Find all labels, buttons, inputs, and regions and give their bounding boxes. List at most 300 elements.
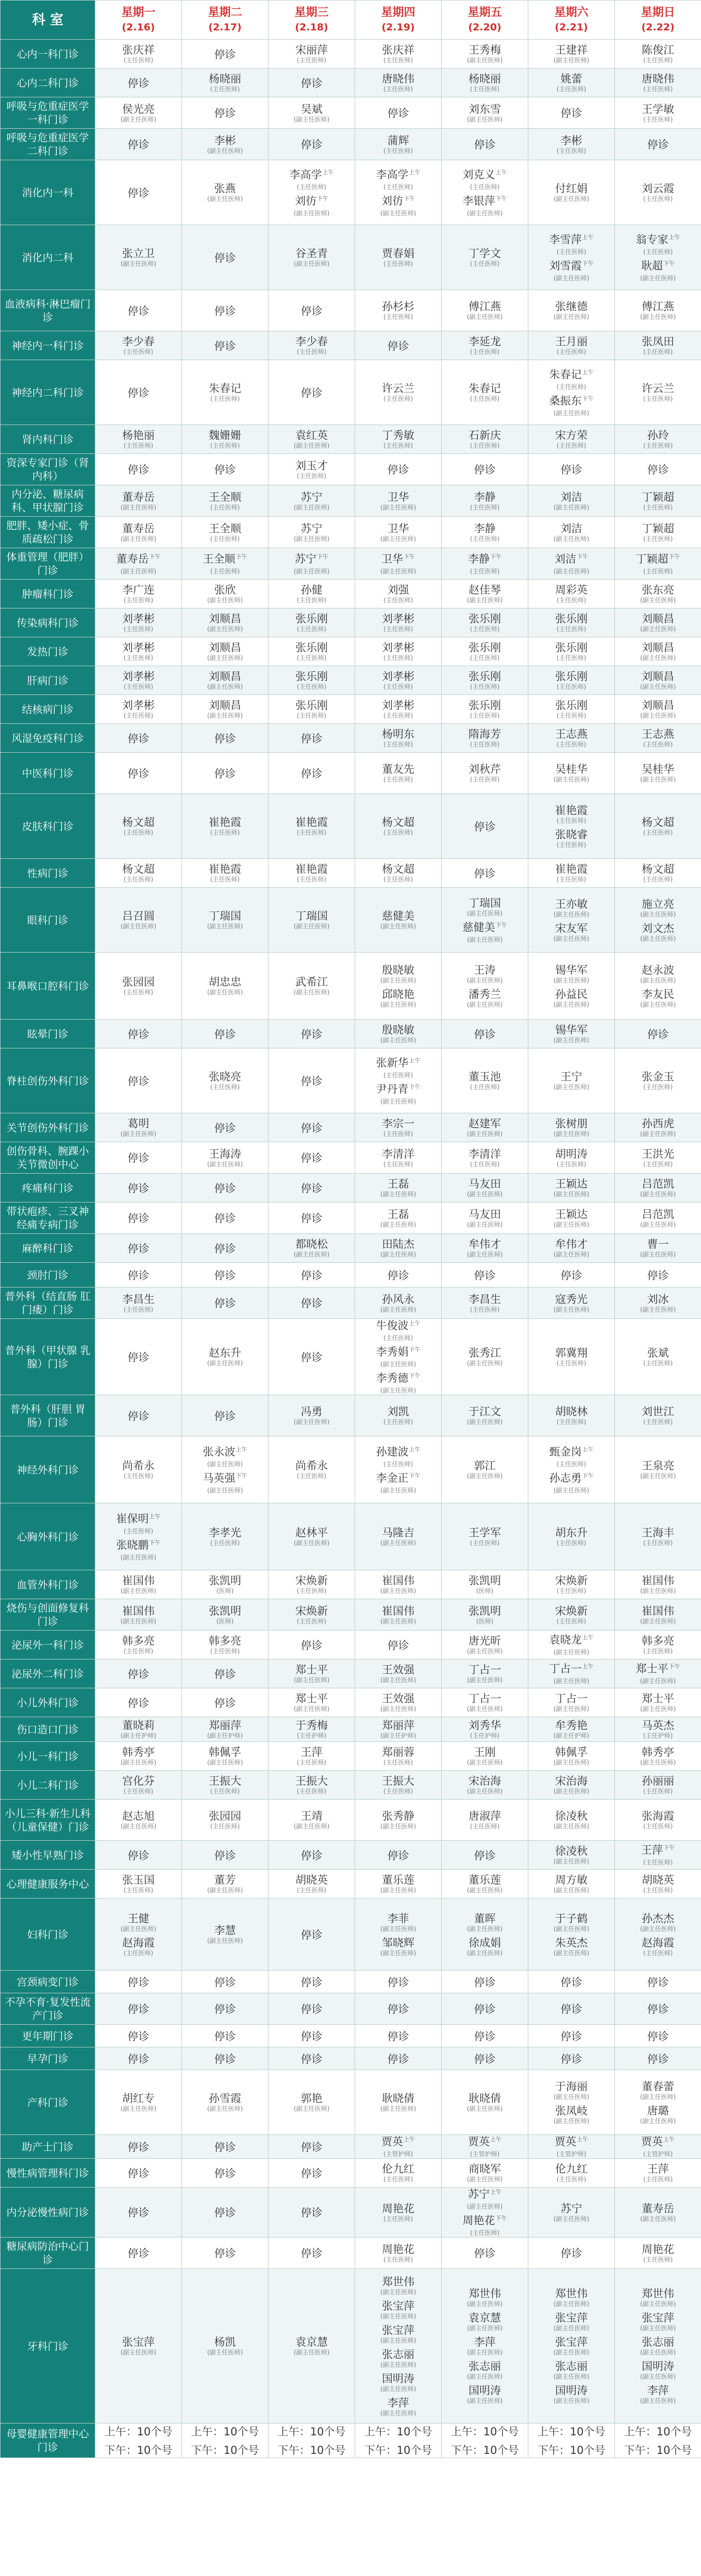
schedule-cell: [95, 485, 182, 517]
schedule-row: [1, 517, 701, 548]
doctor-title: (主任医师): [296, 597, 327, 604]
schedule-cell: [355, 724, 442, 753]
doctor-name: 王靖: [301, 1810, 323, 1822]
doctor-title: (副主任医师): [120, 1925, 157, 1933]
doctor-entry: [356, 72, 440, 86]
doctor-title: (副主任医师): [553, 195, 590, 202]
schedule-status: 停诊: [301, 1269, 323, 1282]
doctor-name: 赵东升: [209, 1347, 241, 1359]
doctor-name: 周艳花: [642, 2243, 674, 2256]
doctor-name: 丁秀敏: [382, 429, 414, 442]
schedule-cell: [95, 517, 182, 548]
schedule-cell: [355, 1717, 442, 1742]
doctor-name: 李彬: [214, 134, 236, 147]
schedule-cell: [269, 637, 355, 666]
schedule-status: 停诊: [214, 732, 236, 745]
doctor-entry: [529, 1293, 613, 1306]
schedule-cell: [355, 1234, 442, 1263]
doctor-name: 郭艳: [301, 2092, 323, 2105]
doctor-name: 张志丽: [642, 2336, 674, 2348]
doctor-name: 刘顺昌: [209, 613, 241, 625]
schedule-status: 停诊: [560, 1976, 582, 1989]
doctor-entry: [356, 382, 440, 395]
doctor-entry: [183, 975, 267, 989]
doctor-name: 郑世伟: [555, 2287, 588, 2300]
schedule-cell: [95, 2159, 182, 2188]
doctor-title: (主任医师): [210, 395, 240, 402]
doctor-title: (副主任医师): [553, 1001, 590, 1008]
department-name: 消化内一科: [1, 160, 95, 225]
day-header: [528, 1, 615, 40]
schedule-row: [1, 608, 701, 637]
doctor-name: 尚希永: [295, 1460, 328, 1472]
doctor-entry: [356, 1936, 440, 1950]
doctor-entry: [529, 897, 613, 911]
doctor-name: 崔艳霞: [295, 863, 328, 875]
schedule-cell: [182, 1841, 269, 1870]
schedule-cell: [95, 2047, 182, 2070]
day-date: (2.17): [208, 21, 242, 33]
doctor-entry: [443, 670, 527, 683]
schedule-cell: [182, 1113, 269, 1142]
schedule-cell: [528, 1659, 615, 1688]
schedule-cell: [355, 2424, 442, 2458]
doctor-name: 王效强: [382, 1692, 414, 1705]
doctor-title: (主任医师): [123, 57, 154, 64]
doctor-entry: [529, 1809, 613, 1823]
schedule-cell: [269, 1717, 355, 1742]
doctor-title: (医师): [476, 1617, 494, 1625]
doctor-name: 王磊: [387, 1178, 409, 1190]
schedule-row: [1, 1234, 701, 1263]
doctor-entry: [616, 862, 700, 876]
doctor-name: 张乐刚: [469, 699, 501, 711]
doctor-entry: [616, 2135, 700, 2150]
schedule-status: 停诊: [647, 1028, 669, 1041]
doctor-title: (副主任医师): [553, 2215, 590, 2223]
doctor-name: 李慧: [214, 1924, 236, 1937]
schedule-status: 下午：10个号: [537, 2444, 606, 2456]
doctor-title: (主任医师): [383, 2215, 413, 2223]
doctor-title: (副主任医师): [207, 2349, 243, 2356]
doctor-name: 许云兰: [382, 382, 414, 395]
schedule-cell: [182, 425, 269, 454]
doctor-name: 张庆祥: [122, 44, 155, 56]
doctor-entry: [270, 1238, 354, 1251]
schedule-status: 停诊: [214, 48, 236, 61]
doctor-entry: [529, 1873, 613, 1887]
session-mark: 下午: [582, 395, 594, 402]
schedule-status: 下午：10个号: [624, 2444, 692, 2456]
doctor-name: 苏宁: [560, 2202, 582, 2215]
schedule-cell: [528, 1688, 615, 1717]
schedule-cell: [528, 1395, 615, 1436]
doctor-entry: [529, 1844, 613, 1858]
doctor-entry: [356, 1371, 440, 1387]
doctor-name: 韩秀亭: [122, 1746, 155, 1758]
doctor-title: (主任医师): [643, 2176, 673, 2183]
doctor-name: 杨明东: [382, 728, 414, 740]
schedule-cell: [355, 1319, 442, 1395]
doctor-title: (主任医师): [123, 1472, 154, 1480]
day-name: 星期五: [468, 6, 502, 19]
department-name: 带状疱疹、三叉神经痛专病门诊: [1, 1202, 95, 1234]
schedule-cell: [442, 290, 528, 331]
doctor-entry: [270, 552, 354, 568]
doctor-entry: [443, 2384, 527, 2397]
doctor-name: 杨凯: [214, 2336, 236, 2348]
doctor-entry: [616, 259, 700, 275]
session-mark: 下午: [236, 1472, 247, 1479]
doctor-title: (主任医师): [123, 348, 154, 355]
schedule-cell: [528, 1048, 615, 1113]
doctor-title: (副主任医师): [380, 1823, 416, 1830]
department-name: 血液病科·淋巴瘤门诊: [1, 290, 95, 331]
doctor-title: (副主任医师): [207, 195, 243, 202]
doctor-title: (副主任医师): [293, 2349, 330, 2356]
doctor-entry: [529, 1208, 613, 1221]
doctor-title: (副主任医师): [553, 1221, 590, 1228]
schedule-cell: [95, 1717, 182, 1742]
doctor-entry: [356, 1774, 440, 1788]
doctor-title: (主任医师): [123, 1306, 154, 1313]
doctor-name: 张凯明: [469, 1574, 501, 1587]
doctor-name: 张玉国: [122, 1874, 155, 1886]
doctor-title: (副主任医师): [120, 1823, 157, 1830]
doctor-entry: [443, 1346, 527, 1360]
schedule-status: 停诊: [474, 2247, 496, 2260]
schedule-cell: [528, 1899, 615, 1971]
doctor-title: (副主任医师): [466, 1949, 503, 1957]
schedule-cell: [182, 1142, 269, 1174]
doctor-title: (副主任医师): [553, 1949, 590, 1957]
doctor-entry: [183, 1574, 267, 1587]
schedule-status: 停诊: [127, 139, 149, 151]
schedule-cell: [615, 1202, 701, 1234]
doctor-entry: [529, 335, 613, 348]
schedule-cell: [528, 129, 615, 160]
schedule-status: 停诊: [560, 2030, 582, 2043]
doctor-name: 刘文杰: [642, 922, 674, 935]
schedule-status: 停诊: [127, 1697, 149, 1709]
doctor-entry: [356, 2135, 440, 2150]
doctor-entry: [529, 72, 613, 86]
doctor-entry: [529, 1662, 613, 1677]
doctor-name: 谷圣青: [295, 247, 328, 260]
doctor-name: 刘玉才: [295, 459, 328, 472]
doctor-name: 王海丰: [642, 1527, 674, 1539]
schedule-cell: [442, 160, 528, 225]
schedule-cell: [528, 1263, 615, 1287]
doctor-title: (副主任医师): [553, 910, 590, 918]
schedule-cell: [182, 1287, 269, 1319]
doctor-entry: [270, 583, 354, 597]
schedule-cell: [528, 517, 615, 548]
doctor-title: (主任医师): [470, 741, 500, 748]
schedule-status: 上午：10个号: [624, 2426, 692, 2438]
doctor-title: (副主任医师): [466, 2349, 503, 2356]
schedule-cell: [528, 859, 615, 888]
doctor-name: 胡红专: [122, 2092, 155, 2105]
doctor-entry: [356, 1293, 440, 1306]
doctor-entry: [356, 1208, 440, 1221]
doctor-title: (主任医师): [210, 829, 240, 836]
department-name: 风湿免疫科门诊: [1, 724, 95, 753]
doctor-entry: [616, 2104, 700, 2117]
schedule-status: 停诊: [474, 1028, 496, 1041]
doctor-entry: [270, 1459, 354, 1472]
doctor-entry: [270, 2335, 354, 2349]
doctor-entry: [443, 1208, 527, 1221]
schedule-cell: [615, 1688, 701, 1717]
schedule-cell: [528, 753, 615, 794]
schedule-cell: [269, 1570, 355, 1599]
doctor-name: 于子鹤: [555, 1912, 588, 1925]
schedule-cell: [615, 360, 701, 425]
doctor-entry: [183, 429, 267, 442]
schedule-cell: [615, 1971, 701, 1993]
schedule-cell: [528, 160, 615, 225]
schedule-row: [1, 485, 701, 517]
doctor-entry: [443, 1936, 527, 1950]
doctor-entry: [443, 72, 527, 86]
doctor-name: 刘洁: [560, 490, 582, 503]
doctor-title: (副主任医师): [640, 2325, 676, 2332]
schedule-cell: [528, 608, 615, 637]
schedule-row: [1, 724, 701, 753]
schedule-cell: [269, 2135, 355, 2159]
doctor-name: 丁瑞国: [469, 896, 501, 909]
schedule-status: 停诊: [214, 1668, 236, 1681]
schedule-cell: [442, 1899, 528, 1971]
schedule-cell: [355, 2025, 442, 2047]
schedule-cell: [355, 1800, 442, 1841]
schedule-status: 停诊: [387, 1269, 409, 1282]
doctor-name: 王萍: [641, 1844, 663, 1856]
department-name: 发热门诊: [1, 637, 95, 666]
schedule-status: 下午：10个号: [364, 2444, 432, 2456]
schedule-row: [1, 225, 701, 290]
doctor-title: (副主任医师): [380, 1251, 416, 1258]
doctor-title: (主任医师): [556, 1360, 587, 1367]
doctor-title: (主任医师): [643, 1160, 673, 1168]
doctor-name: 刘云霞: [642, 182, 674, 195]
doctor-name: 朱春记: [209, 382, 241, 395]
department-name: 麻醉科门诊: [1, 1234, 95, 1263]
doctor-title: (副主任医师): [640, 2300, 676, 2308]
doctor-title: (副主任医师): [640, 683, 676, 690]
doctor-name: 郑世伟: [382, 2275, 414, 2288]
schedule-status: 上午：10个号: [191, 2426, 259, 2438]
doctor-entry: [96, 909, 180, 923]
doctor-entry: [356, 43, 440, 57]
schedule-row: [1, 2238, 701, 2269]
doctor-entry: [96, 1936, 180, 1950]
doctor-title: (主任医师): [643, 1083, 673, 1091]
doctor-title: (主任医师): [643, 535, 673, 543]
schedule-cell: [528, 888, 615, 953]
schedule-cell: [182, 1395, 269, 1436]
doctor-entry: [443, 194, 527, 210]
doctor-entry: [96, 2092, 180, 2105]
doctor-title: (主任医师): [210, 86, 240, 93]
session-mark: 下午: [409, 1083, 421, 1090]
doctor-entry: [270, 522, 354, 535]
doctor-entry: [443, 382, 527, 395]
schedule-cell: [182, 40, 269, 69]
schedule-cell: [95, 1048, 182, 1113]
schedule-cell: [182, 794, 269, 859]
doctor-title: (副主任医师): [466, 909, 503, 917]
doctor-name: 宋治海: [469, 1775, 501, 1787]
doctor-name: 袁红英: [295, 429, 328, 442]
schedule-cell: [528, 1174, 615, 1202]
doctor-entry: [270, 641, 354, 654]
schedule-status: 停诊: [474, 1269, 496, 1282]
doctor-title: (副主任医师): [293, 1539, 330, 1547]
doctor-entry: [529, 612, 613, 625]
schedule-status: 停诊: [301, 386, 323, 399]
schedule-cell: [615, 1870, 701, 1899]
doctor-title: (医师): [216, 1617, 234, 1625]
doctor-name: 张晓亮: [209, 1071, 241, 1083]
doctor-entry: [616, 552, 700, 568]
schedule-status: 停诊: [127, 2167, 149, 2180]
schedule-cell: [269, 548, 355, 580]
doctor-title: (主任医师): [470, 442, 500, 449]
schedule-cell: [269, 580, 355, 608]
schedule-cell: [615, 2070, 701, 2135]
doctor-title: (副主任医师): [120, 2105, 157, 2112]
session-mark: 下午: [490, 553, 502, 560]
doctor-title: (副主任医师): [640, 910, 676, 918]
doctor-entry: [356, 1082, 440, 1098]
doctor-entry: [529, 1147, 613, 1161]
doctor-title: (副主任医师): [553, 1191, 590, 1198]
doctor-title: (副主任医师): [380, 1486, 416, 1494]
doctor-title: (副主任医师): [553, 2325, 590, 2332]
schedule-cell: [615, 225, 701, 290]
schedule-cell: [269, 1174, 355, 1202]
doctor-title: (主管护师): [643, 2150, 673, 2158]
doctor-name: 郑士平: [295, 1664, 328, 1676]
doctor-title: (副主任医师): [380, 1221, 416, 1228]
doctor-entry: [356, 1663, 440, 1676]
doctor-title: (主管护师): [556, 2150, 587, 2158]
doctor-name: 崔艳霞: [555, 863, 588, 875]
department-name: 神经内二科门诊: [1, 360, 95, 425]
doctor-entry: [616, 2202, 700, 2215]
doctor-name: 吕范凯: [642, 1178, 674, 1190]
doctor-name: 朱春记: [469, 382, 501, 395]
schedule-cell: [615, 794, 701, 859]
doctor-name: 赵海霞: [642, 1936, 674, 1949]
schedule-cell: [182, 1048, 269, 1113]
doctor-entry: [529, 1177, 613, 1191]
doctor-entry: [356, 552, 440, 568]
doctor-entry: [270, 1405, 354, 1418]
doctor-name: 苏宁: [468, 2188, 490, 2200]
doctor-title: (副主任医师): [380, 2288, 416, 2296]
doctor-title: (副主任医师): [120, 1759, 157, 1766]
schedule-cell: [269, 2269, 355, 2424]
doctor-entry: [183, 1774, 267, 1788]
doctor-title: (主任医师): [210, 1539, 240, 1547]
doctor-name: 孙玲: [647, 429, 669, 442]
doctor-name: 张乐刚: [295, 670, 328, 683]
doctor-name: 崔国伟: [122, 1574, 155, 1587]
schedule-cell: [95, 1287, 182, 1319]
schedule-status: 停诊: [387, 2053, 409, 2065]
doctor-name: 张宝萍: [555, 2336, 588, 2348]
schedule-status: 停诊: [214, 340, 236, 352]
doctor-title: (副主任医师): [466, 2373, 503, 2380]
department-name: 小儿一科门诊: [1, 1742, 95, 1771]
doctor-name: 耿晓倩: [382, 2092, 414, 2105]
schedule-cell: [355, 1570, 442, 1599]
doctor-entry: [616, 300, 700, 313]
doctor-name: 杨文超: [642, 863, 674, 875]
schedule-cell: [528, 1631, 615, 1659]
doctor-entry: [443, 103, 527, 116]
doctor-name: 张宝萍: [642, 2312, 674, 2324]
doctor-name: 张树朋: [555, 1117, 588, 1130]
department-name: 肥胖、矮小症、骨质疏松门诊: [1, 517, 95, 548]
schedule-cell: [615, 517, 701, 548]
doctor-title: (副主任医师): [466, 1472, 503, 1480]
schedule-status: 停诊: [301, 732, 323, 745]
doctor-name: 魏姗姗: [209, 429, 241, 442]
doctor-title: (主任护师): [296, 1732, 327, 1739]
doctor-name: 崔国伟: [382, 1604, 414, 1617]
doctor-title: (主任医师): [643, 1949, 673, 1957]
schedule-cell: [442, 580, 528, 608]
doctor-title: (主任医师): [556, 597, 587, 604]
doctor-title: (主任医师): [470, 535, 500, 543]
schedule-cell: [442, 1870, 528, 1899]
doctor-title: (主任医师): [383, 86, 413, 93]
schedule-cell: [615, 1395, 701, 1436]
schedule-cell: [355, 2070, 442, 2135]
doctor-entry: [443, 247, 527, 260]
doctor-entry: [443, 1574, 527, 1587]
doctor-entry: [96, 1538, 180, 1554]
doctor-title: (主任医师): [383, 1460, 413, 1468]
doctor-name: 李静: [474, 522, 496, 535]
schedule-cell: [95, 859, 182, 888]
doctor-title: (副主任医师): [553, 313, 590, 320]
doctor-title: (副主任医师): [120, 1617, 157, 1625]
doctor-title: (副主任医师): [553, 1759, 590, 1766]
doctor-title: (副主任医师): [380, 2105, 416, 2112]
doctor-title: (主任医师): [556, 1539, 587, 1547]
doctor-entry: [529, 2104, 613, 2117]
session-mark: 上午: [669, 233, 680, 241]
doctor-entry: [443, 963, 527, 977]
doctor-entry: [270, 862, 354, 876]
doctor-entry: [616, 1843, 700, 1859]
schedule-cell: [442, 1202, 528, 1234]
doctor-entry: [270, 1692, 354, 1705]
doctor-name: 刘孝彬: [382, 699, 414, 711]
doctor-title: (主任医师): [470, 1083, 500, 1091]
schedule-cell: [95, 97, 182, 129]
schedule-cell: [182, 1436, 269, 1503]
department-name: 资深专家门诊（肾内科）: [1, 454, 95, 485]
doctor-entry: [529, 2384, 613, 2397]
department-name: 早孕门诊: [1, 2047, 95, 2070]
doctor-entry: [96, 1293, 180, 1306]
